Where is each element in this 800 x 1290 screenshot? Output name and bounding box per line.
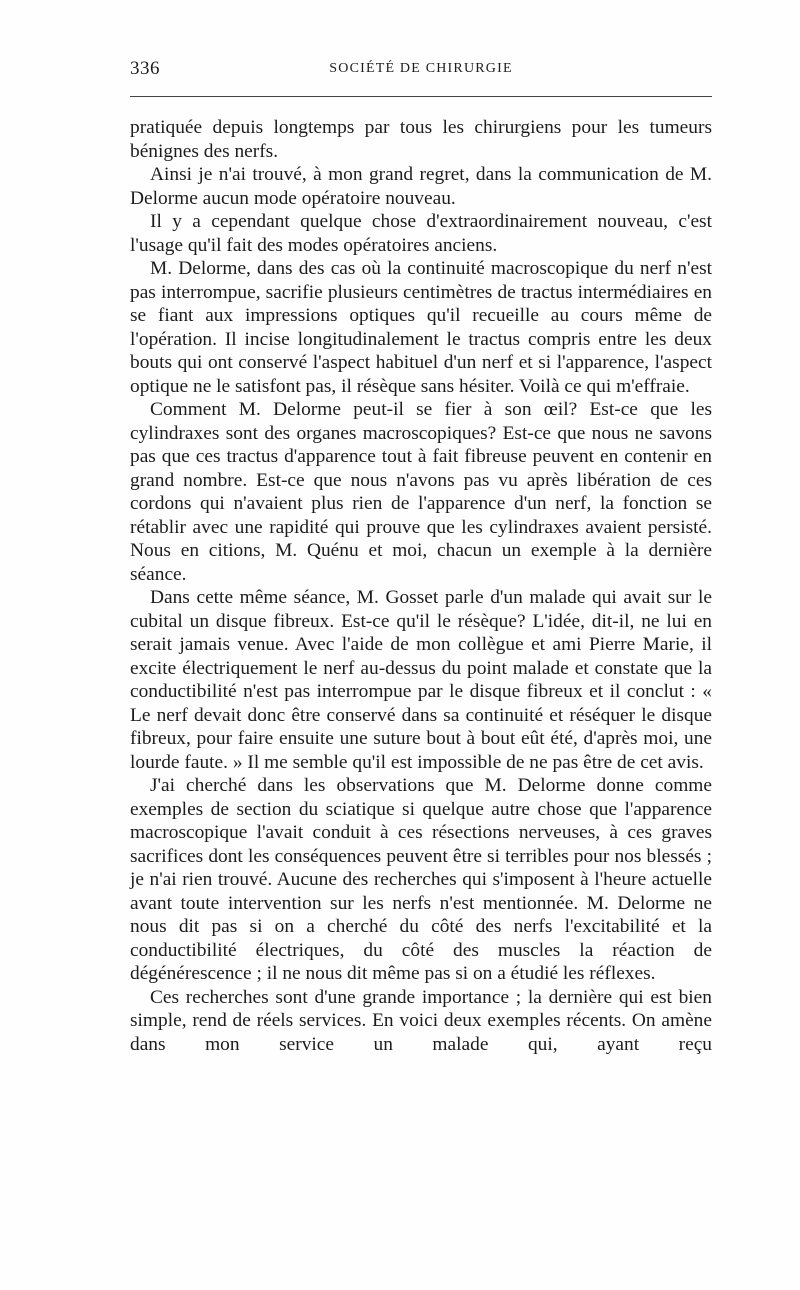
paragraph: J'ai cherché dans les observations que M. Delorme donne comme exemples de section du sciatique si quelque autre chose que l'apparence macroscopique l'avait conduit à ces résections nerveuses, à ces graves sacrifices dont les conséquences peuvent être si terribles pour nos blessés ; je n'ai rien trouvé. Aucune des recherches qui s'imposent à l'heure actuelle avant toute intervention sur les nerfs n'est mentionnée. M. Delorme ne nous dit pas si on a cherché du côté des nerfs l'excitabilité et la conductibilité électriques, du côté des muscles la réaction de dégénérescence ; il ne nous dit même pas si on a étudié les réflexes. (130, 775, 712, 984)
page-header (130, 58, 712, 84)
header-rule (130, 96, 712, 97)
paragraph: Ainsi je n'ai trouvé, à mon grand regret, dans la communication de M. Delorme aucun mode opératoire nouveau. (130, 164, 712, 209)
paragraph: M. Delorme, dans des cas où la continuité macroscopique du nerf n'est pas interrompue, sacrifie plusieurs centimètres de tractus intermédiaires en se fiant aux impressions optiques qu'il recueille au cours même de l'opération. Il incise longitudinalement le tractus compris entre les deux bouts qui ont conservé l'aspect habituel d'un nerf et si l'apparence, l'aspect optique ne le satisfont pas, il résèque sans hésiter. Voilà ce qui m'effraie. (130, 258, 712, 397)
paragraph: Il y a cependant quelque chose d'extraordinairement nouveau, c'est l'usage qu'il fait des modes opératoires anciens. (130, 211, 712, 256)
page-number: 336 (130, 58, 160, 79)
paragraph: Ces recherches sont d'une grande importance ; la dernière qui est bien simple, rend de réels services. En voici deux exemples récents. On amène dans mon service un malade qui, ayant reçu (130, 986, 712, 1055)
paragraph: Comment M. Delorme peut-il se fier à son œil? Est-ce que les cylindraxes sont des organes macroscopiques? Est-ce que nous ne savons pas que ces tractus d'apparence tout à fait fibreuse peuvent en contenir en grand nombre. Est-ce que nous n'avons pas vu après libération de ces cordons qui n'avaient plus rien de l'apparence d'un nerf, la fonction se rétablir avec une rapidité qui prouve que les cylindraxes avaient persisté. Nous en citions, M. Quénu et moi, chacun un exemple à la dernière séance. (130, 399, 712, 585)
body-text (130, 116, 712, 1056)
running-title: SOCIÉTÉ DE CHIRURGIE (329, 61, 513, 76)
paragraph: pratiquée depuis longtemps par tous les chirurgiens pour les tumeurs bénignes des nerfs. (130, 117, 712, 162)
paragraph: Dans cette même séance, M. Gosset parle d'un malade qui avait sur le cubital un disque fibreux. Est-ce qu'il le résèque? L'idée, dit-il, ne lui en serait jamais venue. Avec l'aide de mon collègue et ami Pierre Marie, il excite électriquement le nerf au-dessus du point malade et constate que la conductibilité n'est pas interrompue par le disque fibreux et il conclut : « Le nerf devait donc être conservé dans sa continuité et réséquer le disque fibreux, pour faire ensuite une suture bout à bout eût été, d'après moi, une lourde faute. » Il me semble qu'il est impossible de ne pas être de cet avis. (130, 587, 712, 773)
